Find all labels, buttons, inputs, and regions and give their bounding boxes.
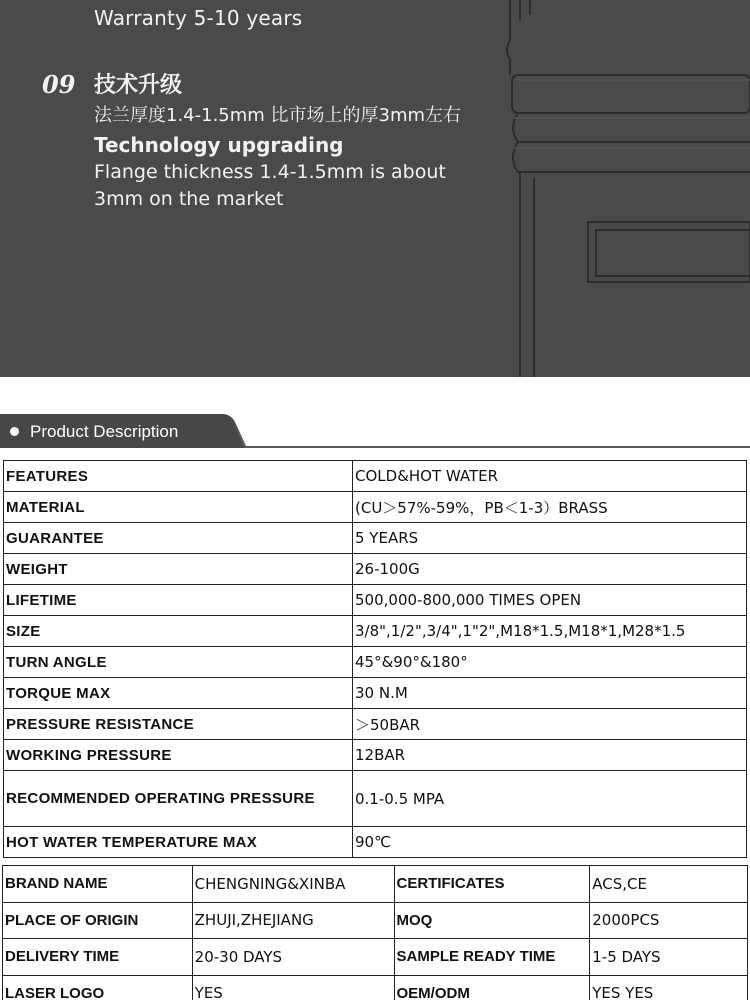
section-header: [0, 414, 750, 450]
info-value: 20-30 DAYS: [192, 939, 394, 976]
spec-key: TORQUE MAX: [4, 678, 353, 709]
spec-row: [4, 492, 747, 523]
spec-key: PRESSURE RESISTANCE: [4, 709, 353, 740]
info-key: OEM/ODM: [394, 975, 590, 1000]
spec-key: WORKING PRESSURE: [4, 740, 353, 771]
spec-value: 90℃: [353, 827, 747, 858]
cn-description: 法兰厚度1.4-1.5mm 比市场上的厚3mm左右: [94, 105, 462, 126]
spec-value: ＞50BAR: [353, 709, 747, 740]
spec-key: FEATURES: [4, 461, 353, 492]
spec-key: LIFETIME: [4, 585, 353, 616]
spec-value: 0.1-0.5 MPA: [353, 771, 747, 827]
spec-key: SIZE: [4, 616, 353, 647]
info-value: ZHUJI,ZHEJIANG: [192, 902, 394, 939]
info-key: LASER LOGO: [3, 975, 193, 1000]
info-key: DELIVERY TIME: [3, 939, 193, 976]
info-row: [3, 975, 748, 1000]
spec-row: [4, 771, 747, 827]
spec-row: [4, 678, 747, 709]
spec-value: COLD&HOT WATER: [353, 461, 747, 492]
spec-key: MATERIAL: [4, 492, 353, 523]
info-value: CHENGNING&XINBA: [192, 866, 394, 903]
spec-value: 3/8",1/2",3/4",1"2",M18*1.5,M18*1,M28*1.5: [353, 616, 747, 647]
info-row: [3, 902, 748, 939]
spec-value: 45°&90°&180°: [353, 647, 747, 678]
info-value: YES: [192, 975, 394, 1000]
info-value: ACS,CE: [590, 866, 748, 903]
info-value: 2000PCS: [590, 902, 748, 939]
spec-row: [4, 740, 747, 771]
spec-value: 500,000-800,000 TIMES OPEN: [353, 585, 747, 616]
spec-row: [4, 827, 747, 858]
warranty-line: Warranty 5-10 years: [94, 6, 303, 30]
info-key: CERTIFICATES: [394, 866, 590, 903]
cn-title: 技术升级: [94, 73, 183, 98]
info-key: PLACE OF ORIGIN: [3, 902, 193, 939]
spec-value: 5 YEARS: [353, 523, 747, 554]
spec-row: [4, 709, 747, 740]
spec-row: [4, 585, 747, 616]
info-key: MOQ: [394, 902, 590, 939]
spec-key: GUARANTEE: [4, 523, 353, 554]
spec-key: HOT WATER TEMPERATURE MAX: [4, 827, 353, 858]
spec-value: 26-100G: [353, 554, 747, 585]
spec-row: [4, 616, 747, 647]
spec-row: [4, 523, 747, 554]
pipe-fitting-illustration: [490, 0, 750, 377]
spec-table: [3, 460, 747, 858]
spec-value: 12BAR: [353, 740, 747, 771]
spec-row: [4, 647, 747, 678]
info-key: BRAND NAME: [3, 866, 193, 903]
spec-value: 30 N.M: [353, 678, 747, 709]
spec-key: RECOMMENDED OPERATING PRESSURE: [4, 771, 353, 827]
en-description-line-2: 3mm on the market: [94, 188, 284, 210]
en-title: Technology upgrading: [94, 133, 344, 157]
spec-key: WEIGHT: [4, 554, 353, 585]
spec-key: TURN ANGLE: [4, 647, 353, 678]
section-title: Product Description: [30, 422, 179, 441]
feature-banner: [0, 0, 750, 377]
info-key: SAMPLE READY TIME: [394, 939, 590, 976]
spec-row: [4, 461, 747, 492]
item-number: 09: [42, 70, 76, 99]
info-value: YES YES: [590, 975, 748, 1000]
info-value: 1-5 DAYS: [590, 939, 748, 976]
info-row: [3, 866, 748, 903]
en-description-line-1: Flange thickness 1.4-1.5mm is about: [94, 161, 446, 183]
bullet-icon: [10, 427, 19, 436]
info-row: [3, 939, 748, 976]
spec-value: (CU＞57%-59%，PB＜1-3）BRASS: [353, 492, 747, 523]
spec-row: [4, 554, 747, 585]
info-table: [2, 865, 748, 1000]
